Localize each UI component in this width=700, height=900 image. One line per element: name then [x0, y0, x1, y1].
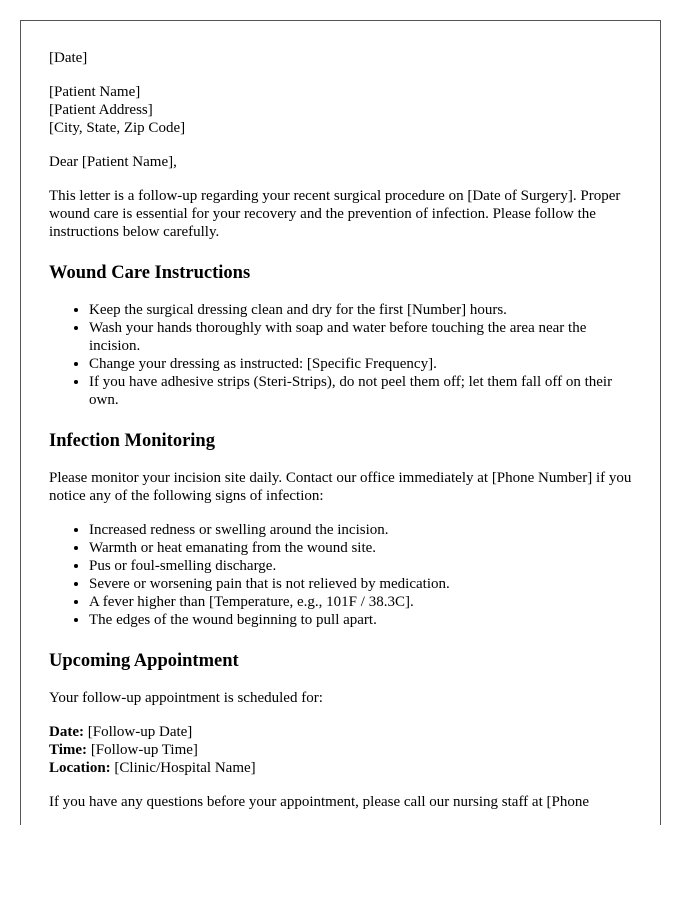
patient-city: [City, State, Zip Code] [49, 120, 186, 136]
location-label: Location: [49, 760, 111, 776]
list-item: • Severe or worsening pain that is not relieved by medication. [89, 575, 632, 593]
wound-care-heading: Wound Care Instructions [49, 263, 251, 283]
patient-address: [Patient Address] [49, 102, 153, 118]
list-item: • A fever higher than [Temperature, e.g., 101F / 38.3C]. [89, 593, 632, 611]
patient-name: [Patient Name] [49, 84, 141, 100]
salutation: Dear [Patient Name], [49, 154, 177, 170]
list-item: • If you have adhesive strips (Steri-Strips), do not peel them off; let them fall off on their own. [89, 373, 632, 409]
appointment-intro: Your follow-up appointment is scheduled for: [49, 690, 323, 706]
location-value: [Clinic/Hospital Name] [114, 760, 256, 776]
date-label: Date: [49, 724, 84, 740]
list-item: • Wash your hands thoroughly with soap and water before touching the area near the incision. [89, 319, 632, 355]
letter-date: [Date] [49, 50, 88, 66]
intro-paragraph: This letter is a follow-up regarding your recent surgical procedure on [Date of Surgery]. Proper wound care is essential for your recovery and the prevention of infection. Please follow the instructions below carefully. [49, 188, 621, 240]
letter-page [20, 20, 661, 825]
list-item: • Keep the surgical dressing clean and dry for the first [Number] hours. [89, 301, 632, 319]
time-value: [Follow-up Time] [90, 742, 198, 758]
list-item: • Change your dressing as instructed: [Specific Frequency]. [89, 355, 632, 373]
appointment-details [49, 723, 632, 777]
list-item: • Warmth or heat emanating from the wound site. [89, 539, 632, 557]
infection-list [49, 521, 632, 629]
list-item: • Increased redness or swelling around the incision. [89, 521, 632, 539]
closing-paragraph: If you have any questions before your appointment, please call our nursing staff at [Phone [49, 794, 589, 810]
list-item: • Pus or foul-smelling discharge. [89, 557, 632, 575]
date-value: [Follow-up Date] [87, 724, 193, 740]
time-label: Time: [49, 742, 88, 758]
wound-care-list [49, 301, 632, 409]
infection-intro: Please monitor your incision site daily. Contact our office immediately at [Phone Number] if you notice any of the following signs of infection: [49, 470, 632, 504]
recipient-address [49, 83, 632, 137]
appointment-heading: Upcoming Appointment [49, 651, 239, 671]
list-item: • The edges of the wound beginning to pull apart. [89, 611, 632, 629]
infection-heading: Infection Monitoring [49, 431, 215, 451]
